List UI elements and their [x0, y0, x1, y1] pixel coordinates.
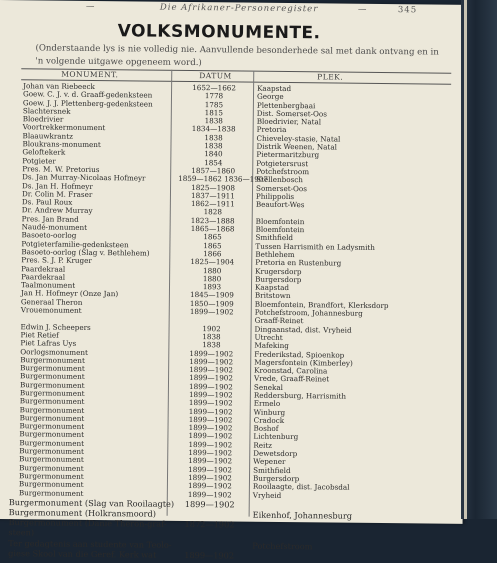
datum-cell: 1834—1838 [191, 124, 236, 134]
datum-cell: 1893 [202, 282, 222, 292]
plek-cell: Lichtenburg [253, 432, 299, 442]
plek-cell: Eikenhof, Johannesburg [252, 509, 353, 521]
datum-cell: 1838 [202, 332, 221, 342]
running-head [0, 1, 468, 16]
datum-cell: 1838 [204, 132, 223, 143]
monument-cell: Burgermonument [19, 404, 85, 415]
monument-cell: Burgermonument [19, 396, 85, 407]
monument-cell: Burgermonument (Holkransmoord) [8, 507, 156, 519]
monument-cell: Burgermonument [19, 462, 84, 473]
monument-cell: Ds. Paul Roux [21, 197, 73, 207]
datum-cell: 1899—1902 [184, 498, 235, 510]
datum-cell: 1899—1902 [188, 464, 233, 475]
datum-cell: 1899—1902 [189, 373, 233, 383]
page-number: 345 [397, 5, 418, 16]
datum-cell [175, 509, 245, 510]
datum-cell: 1899—1902 [188, 414, 233, 425]
plek-cell: Beaufort-Wes [255, 199, 305, 210]
datum-cell: 1825—1908 [191, 182, 235, 193]
monument-cell: Burgermonument [18, 471, 84, 481]
datum-cell: 1899—1902 [189, 356, 234, 367]
plek-cell: Rooilaagte, dist. Jacobsdal [252, 481, 350, 492]
page-title: VOLKSMONUMENTE. [117, 21, 321, 44]
monument-cell: Edwin J. Scheepers [20, 321, 91, 332]
plek-cell: Mafeking [254, 340, 289, 351]
plek-cell: Potchefstroom [252, 540, 313, 551]
datum-cell [174, 539, 244, 540]
monument-cell: Burgermonument [20, 363, 85, 374]
datum-cell: 1899—1902 [187, 481, 232, 491]
monument-cell: Pres. Jan Brand [21, 213, 79, 224]
datum-cell: 1899—1902 [188, 456, 233, 466]
monument-cell: steen) [8, 527, 35, 538]
monument-cell: Burgermonument [20, 355, 85, 365]
plek-cell: Pietermaritzburg [256, 150, 320, 160]
datum-cell: 1899—1902 [188, 398, 233, 408]
datum-cell: 1899—1902 [188, 448, 233, 458]
datum-cell: 1899—1902 [187, 489, 232, 500]
datum-cell: 1899—1902 [188, 423, 233, 433]
monument-cell: Johan van Riebeeck [23, 81, 95, 91]
datum-cell: 1862—1911 [190, 199, 235, 209]
datum-cell: 1899—1902 [189, 348, 234, 358]
plek-cell: Magersfontein (Kimberley) [254, 357, 353, 368]
datum-cell [174, 529, 244, 530]
datum-cell: 1899—1902 [188, 439, 233, 450]
monument-cell: Burgermonument [19, 379, 85, 390]
datum-cell: 1815 [204, 108, 224, 118]
plek-cell: Winburg [253, 407, 286, 417]
datum-cell: 1899—1902 [189, 365, 234, 375]
plek-cell: Philippolis [255, 191, 295, 201]
plek-cell: Bloemfontein, Brandfort, Klerksdorp [254, 299, 389, 310]
monument-cell: Blaauwkrantz [22, 131, 73, 141]
datum-cell: 1899—1902 [188, 472, 232, 483]
plek-cell: Kaapstad [257, 83, 292, 94]
datum-cell: 1845—1909 [189, 290, 234, 300]
datum-cell: 1837—1911 [191, 190, 235, 201]
plek-cell: Krugersdorp [255, 266, 302, 276]
monument-cell: Taalmonument [20, 280, 76, 290]
plek-cell: Bloemfontein [255, 224, 305, 235]
plek-cell: Dewetsdorp [253, 448, 298, 459]
monument-cell: Burgermonument [19, 429, 85, 440]
plek-cell: Britstown [254, 291, 291, 301]
monument-cell: Burgermonument [19, 454, 84, 465]
monument-cell: Potgieterfamilie-gedenksteen [21, 238, 129, 250]
monument-cell: Basoeto-oorlog [21, 230, 77, 241]
plek-cell: Distrik Weenen, Natal [256, 141, 337, 152]
monument-cell: Generaal Theron [20, 296, 83, 307]
plek-cell: Reitz [253, 440, 273, 450]
monument-cell: Dr. Andrew Murray [21, 205, 93, 216]
datum-cell: 1899—1902 [184, 549, 235, 561]
monument-cell: Jan H. Hofmeyr (Onze Jan) [20, 288, 119, 299]
plek-cell: Vrede, Graaff-Reinet [254, 374, 330, 384]
column-header-plek: PLEK. [317, 72, 344, 82]
datum-cell: 1828 [203, 207, 222, 217]
datum-cell: 1823—1888 [190, 215, 235, 226]
plek-cell: Dingaanstad, dist. Vryheid [254, 324, 352, 335]
datum-cell: 1857—1860 [191, 165, 236, 176]
datum-cell: 1859—1862 1836—1907 [178, 174, 269, 185]
plek-cell: Vryheid [252, 490, 282, 500]
monument-cell: Pres. S. J. P. Kruger [21, 255, 92, 266]
monument-cell: giese Skool van die Geref. Kerk wat [8, 547, 157, 560]
plek-cell: Graaff-Reinet [254, 315, 304, 326]
plek-cell: Senekal [253, 382, 284, 392]
monument-cell: Ter gedagtenis aan studente van Teolo- [8, 537, 172, 550]
plek-cell: Tussen Harrismith en Ladysmith [255, 241, 375, 252]
datum-cell: 1902 [202, 323, 221, 333]
running-head-rule: — [85, 1, 96, 12]
monument-cell: Burgermonument [19, 437, 85, 448]
monument-cell: Potgieter [22, 155, 56, 166]
plek-cell: Pretoria [256, 125, 287, 135]
plek-cell: Wepener [253, 457, 286, 467]
monument-cell: Piet Lafras Uys [20, 338, 77, 349]
monument-cell: Vrouemonument [20, 305, 82, 315]
monument-cell: Basoeto-oorlog (Slag v. Bethlehem) [21, 247, 150, 258]
datum-cell: 1840 [204, 149, 223, 159]
plek-cell: Boshof [253, 423, 279, 434]
plek-cell: Bethlehem [255, 249, 295, 260]
monument-cell: Naudé-monument [21, 222, 88, 232]
monument-cell: Voortrekkermonument [22, 122, 106, 133]
plek-cell: George [256, 91, 284, 102]
monument-cell: Paardekraal [21, 263, 66, 274]
monument-cell: Geloftekerk [22, 147, 66, 158]
datum-cell: 1880 [202, 273, 222, 284]
datum-cell: 1785 [204, 99, 224, 109]
column-header-datum: DATUM [199, 71, 232, 81]
monument-table [0, 82, 467, 563]
monument-cell: Burgermonument [19, 388, 85, 398]
monument-cell: Dr. Colin M. Fraser [21, 189, 93, 199]
monument-cell: Oorlogsmonument [20, 346, 88, 357]
datum-cell: 1865 [203, 240, 222, 250]
plek-cell: Cradock [253, 415, 285, 425]
datum-cell: 1880 [202, 265, 222, 275]
monument-cell: Burgermonument [18, 479, 84, 490]
monument-cell: Bloedrivier [22, 114, 64, 124]
monument-cell: Burgermonument [18, 487, 84, 498]
datum-cell: 1866 [203, 249, 222, 259]
datum-cell: 1778 [204, 91, 224, 101]
datum-cell: 1899—1902 [189, 307, 234, 317]
monument-cell: Burgermonument [20, 371, 85, 382]
running-head-title: Die Afrikaner-Personeregister [159, 2, 319, 15]
plek-cell: Chieveley-stasie, Natal [256, 133, 341, 144]
plek-cell: Burgersdorp [255, 274, 302, 284]
plek-cell: Pretoria en Rustenburg [255, 257, 342, 268]
page-edge [464, 0, 467, 519]
monument-cell: Ds. Jan H. Hofmeyr [22, 180, 93, 191]
plek-cell: Burgersdorp [252, 473, 300, 484]
datum-cell: 1899—1902 [189, 381, 233, 392]
plek-cell: Smithfield [255, 233, 294, 243]
monument-cell: Goew. C. J. v. d. Graaff-gedenksteen [22, 89, 153, 100]
plek-cell: Ermelo [253, 398, 281, 409]
intro-note: (Onderstaande lys is nie volledig nie. Aanvullende besonderhede sal met dank ontvang en in 'n volgende uitgawe opgeneem word.) [35, 43, 439, 69]
datum-cell: 1652—1662 [192, 83, 237, 93]
monument-cell: Paardekraal [21, 272, 66, 282]
plek-cell: Plettenbergbaai [256, 100, 316, 110]
datum-cell: 1899—1902 [188, 406, 233, 417]
datum-cell [177, 316, 247, 317]
datum-cell: 1854 [204, 157, 223, 168]
datum-cell: 1899—1902 [188, 389, 233, 400]
monument-cell: Goew. J. J. Plettenberg-gedenksteen [22, 97, 153, 109]
column-header-monument: MONUMENT. [61, 69, 119, 80]
monument-cell: Burgermonument [19, 413, 85, 423]
monument-cell: Ds. Jan Murray-Nicolaas Hofmeyr [22, 172, 146, 183]
running-head-rule: — [357, 4, 368, 15]
plek-cell: Bloedrivier, Natal [256, 116, 322, 127]
datum-cell: 1825—1904 [190, 257, 235, 267]
datum-cell: 1838 [204, 116, 223, 126]
plek-cell: Potchefstroom [256, 166, 310, 177]
monument-cell: Piet Retief [20, 330, 59, 340]
datum-cell: 1899—1902 [188, 431, 233, 441]
plek-cell: Smithfield [253, 465, 291, 475]
plek-cell: Dist. Somerset-Oos [256, 108, 328, 119]
monument-cell: Pres. M. W. Pretorius [22, 164, 100, 175]
monument-cell: Burgermonument [19, 446, 84, 456]
datum-cell: 1872—1902 [184, 519, 235, 530]
monument-cell: Burgermonument (Slag van Rooilaagte) [8, 496, 175, 509]
datum-cell: 1865—1868 [190, 224, 235, 234]
datum-cell: 1838 [204, 141, 223, 151]
plek-cell: Potgietersrust [256, 158, 309, 168]
monument-cell: Burgermonument (Danie Theron-graf- [8, 517, 167, 529]
plek-cell: Stellenbosch [256, 174, 304, 185]
plek-cell: Reddersburg, Harrismith [253, 390, 347, 401]
plek-cell: Bloemfontein [255, 216, 305, 226]
plek-cell: Kaapstad [254, 282, 290, 293]
monument-cell: Burgermonument [19, 421, 85, 432]
plek-cell: Potchefstroom, Johannesburg [254, 307, 363, 318]
datum-cell: 1865 [203, 232, 222, 242]
plek-cell: Somerset-Oos [256, 183, 308, 193]
datum-cell: 1850—1909 [189, 298, 234, 309]
plek-cell: Frederikstad, Spioenkop [254, 349, 345, 360]
datum-cell: 1838 [202, 340, 221, 350]
monument-cell: Slachtersnek [22, 106, 71, 116]
plek-cell: Utrecht [254, 332, 283, 342]
monument-cell: Bloukrans-monument [22, 139, 101, 150]
plek-cell: Kroonstad, Carolina [254, 365, 328, 376]
